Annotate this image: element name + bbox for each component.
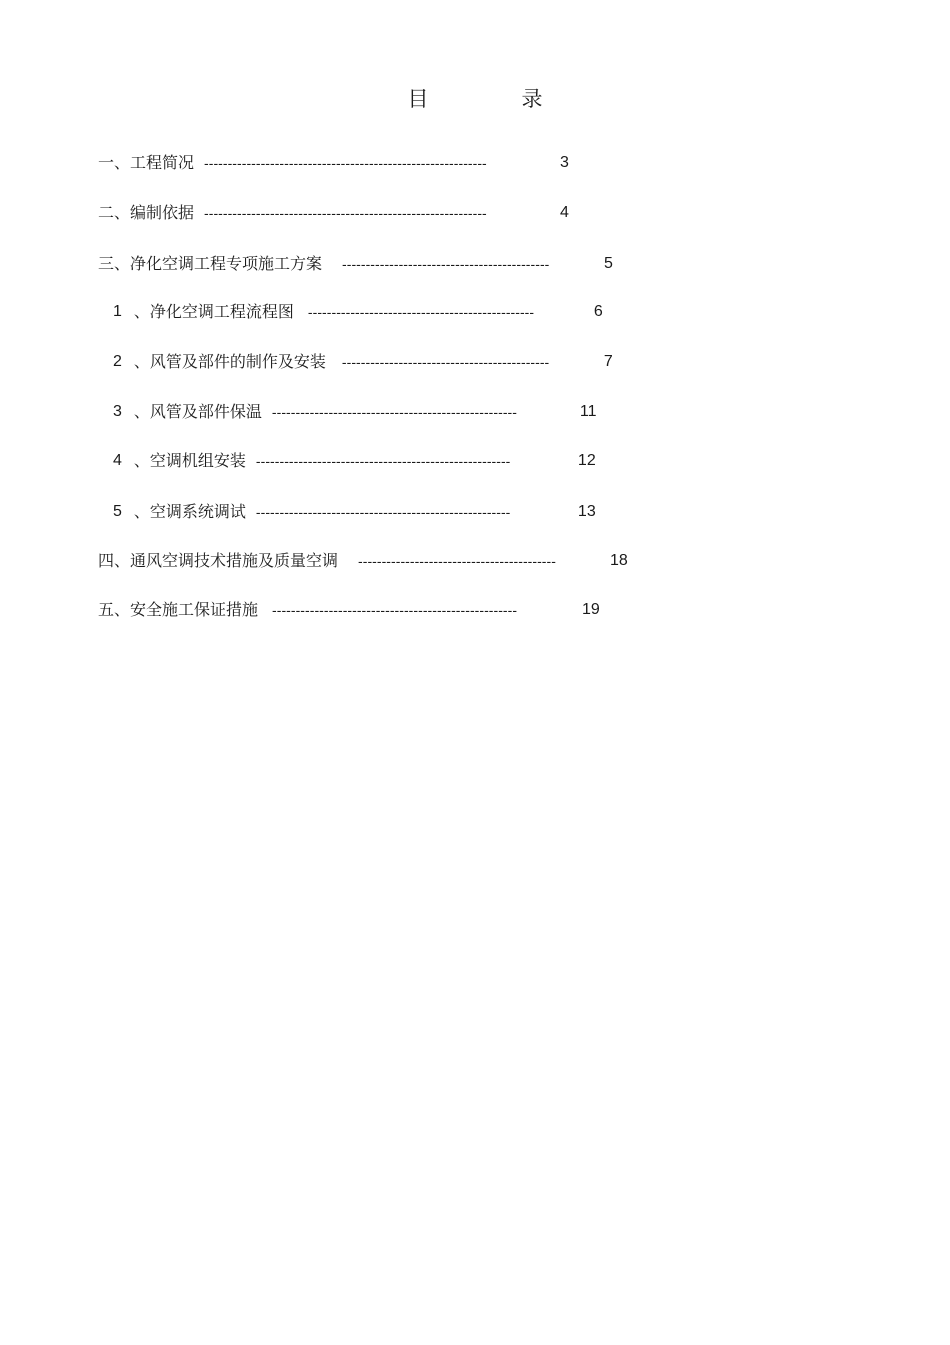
toc-entry-label: 、风管及部件的制作及安装	[133, 352, 326, 371]
toc-entry-number: 四、	[98, 551, 131, 570]
toc-page-number: 7	[603, 353, 613, 370]
toc-dot-leader: ----------------------------------------------------	[271, 404, 517, 420]
toc-entry[interactable]	[98, 597, 600, 623]
toc-subentry[interactable]	[113, 499, 596, 525]
toc-page-number: 19	[582, 601, 600, 618]
toc-entry-number: 二、	[98, 203, 131, 222]
toc-entry-label: 、空调机组安装	[133, 451, 246, 470]
toc-subentry[interactable]	[113, 299, 603, 325]
toc-page-number: 12	[577, 452, 596, 469]
toc-entry-label: 工程简况	[130, 153, 195, 172]
toc-entry-label: 、风管及部件保温	[133, 402, 262, 421]
toc-entry-number: 2	[113, 353, 122, 370]
toc-dot-leader: ------------------------------------------	[358, 553, 556, 569]
toc-title: 目 录	[407, 87, 579, 111]
toc-entry[interactable]	[98, 150, 569, 176]
toc-dot-leader: ------------------------------------------------------------	[204, 155, 487, 171]
toc-subentry[interactable]	[113, 448, 596, 474]
toc-entry-label: 净化空调工程专项施工方案	[130, 254, 323, 273]
toc-dot-leader: ------------------------------------------------------	[255, 453, 511, 469]
toc-entry-number: 5	[113, 503, 122, 520]
toc-dot-leader: ------------------------------------------------------------	[204, 205, 487, 221]
toc-entry-number: 3	[113, 403, 122, 420]
toc-page-number: 4	[560, 204, 569, 221]
toc-page-number: 6	[593, 303, 603, 320]
toc-entry-number: 五、	[98, 600, 131, 619]
toc-entry[interactable]	[98, 200, 569, 226]
toc-entry-label: 通风空调技术措施及质量空调	[130, 551, 339, 570]
toc-entry-label: 安全施工保证措施	[130, 600, 259, 619]
toc-page-number: 13	[577, 503, 596, 520]
toc-dot-leader: --------------------------------------------	[341, 354, 550, 370]
toc-entry-number: 1	[113, 303, 122, 320]
toc-subentry[interactable]	[113, 399, 597, 425]
toc-entry[interactable]	[98, 251, 613, 277]
toc-entry-number: 三、	[98, 254, 131, 273]
toc-dot-leader: ------------------------------------------------	[307, 304, 535, 320]
toc-entry-label: 、空调系统调试	[133, 502, 246, 521]
toc-subentry[interactable]	[113, 349, 613, 375]
toc-page-number: 5	[604, 255, 613, 272]
toc-entry[interactable]	[98, 548, 628, 574]
toc-page-number: 3	[560, 154, 569, 171]
toc-dot-leader: ----------------------------------------------------	[272, 602, 518, 618]
toc-entry-label: 编制依据	[130, 203, 195, 222]
toc-dot-leader: --------------------------------------------	[342, 256, 550, 272]
toc-page-number: 18	[610, 552, 628, 569]
toc-page-number: 11	[579, 403, 597, 420]
toc-entry-number: 4	[113, 452, 122, 469]
toc-entry-label: 、净化空调工程流程图	[133, 302, 294, 321]
toc-dot-leader: ------------------------------------------------------	[255, 504, 511, 520]
toc-entry-number: 一、	[98, 153, 131, 172]
